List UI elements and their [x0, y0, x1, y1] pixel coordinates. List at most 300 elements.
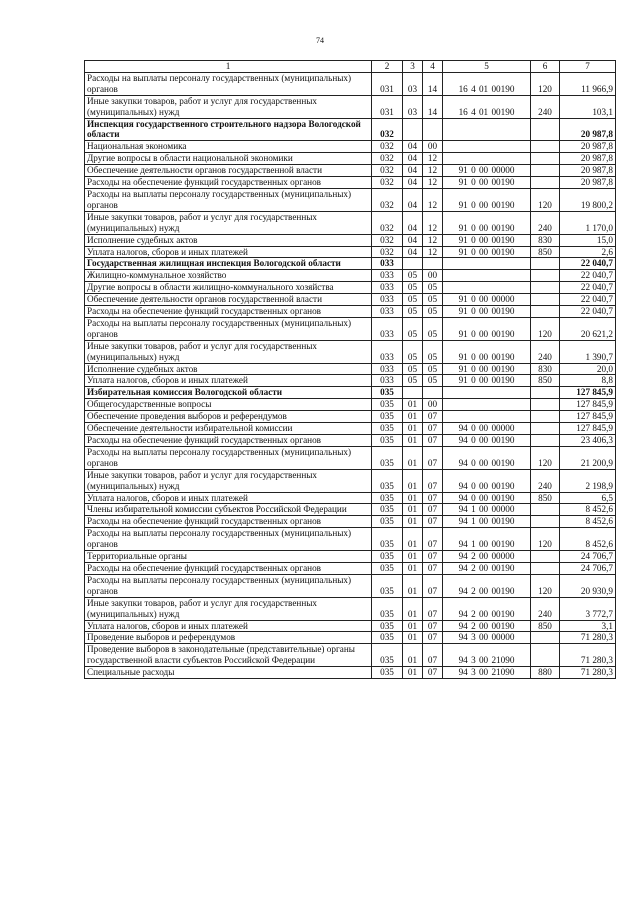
row-amount: 127 845,9: [560, 399, 616, 411]
table-row: [85, 387, 616, 399]
row-amount: 8 452,6: [560, 504, 616, 516]
row-name: Расходы на выплаты персоналу государственных (муниципальных) органов: [85, 188, 372, 211]
row-subsection: 12: [423, 165, 443, 177]
row-expense-type: [531, 435, 560, 447]
row-admin-code: 033: [372, 270, 403, 282]
row-expense-type: [531, 551, 560, 563]
row-admin-code: 032: [372, 211, 403, 234]
row-name: Расходы на обеспечение функций государственных органов: [85, 306, 372, 318]
row-subsection: 05: [423, 363, 443, 375]
row-subsection: 07: [423, 551, 443, 563]
table-row: [85, 620, 616, 632]
row-subsection: 05: [423, 306, 443, 318]
row-name: Расходы на обеспечение функций государственных органов: [85, 562, 372, 574]
table-row: [85, 165, 616, 177]
row-amount: 127 845,9: [560, 387, 616, 399]
row-expense-type: [531, 516, 560, 528]
row-amount: 22 040,7: [560, 282, 616, 294]
row-admin-code: 035: [372, 562, 403, 574]
row-name: Расходы на обеспечение функций государственных органов: [85, 435, 372, 447]
row-target-article: 94 0 00 00190: [443, 469, 531, 492]
row-amount: 3,1: [560, 620, 616, 632]
table-row: [85, 234, 616, 246]
row-admin-code: 035: [372, 551, 403, 563]
row-subsection: 07: [423, 620, 443, 632]
row-subsection: [423, 258, 443, 270]
row-subsection: 07: [423, 597, 443, 620]
table-row: [85, 141, 616, 153]
row-name: Обеспечение деятельности органов государственной власти: [85, 294, 372, 306]
row-admin-code: 035: [372, 446, 403, 469]
row-target-article: 91 0 00 00190: [443, 234, 531, 246]
row-admin-code: 035: [372, 574, 403, 597]
row-subsection: 07: [423, 423, 443, 435]
row-admin-code: 035: [372, 435, 403, 447]
row-section: 04: [403, 246, 423, 258]
table-row: [85, 363, 616, 375]
row-expense-type: [531, 165, 560, 177]
row-expense-type: [531, 118, 560, 141]
table-row: [85, 667, 616, 679]
row-section: 03: [403, 72, 423, 95]
row-section: [403, 118, 423, 141]
header-col-7: 7: [560, 61, 616, 73]
row-admin-code: 032: [372, 188, 403, 211]
row-admin-code: 033: [372, 363, 403, 375]
row-name: Иные закупки товаров, работ и услуг для государственных (муниципальных) нужд: [85, 340, 372, 363]
row-name: Иные закупки товаров, работ и услуг для государственных (муниципальных) нужд: [85, 211, 372, 234]
row-target-article: [443, 387, 531, 399]
row-amount: 19 800,2: [560, 188, 616, 211]
row-admin-code: 035: [372, 411, 403, 423]
row-amount: 22 040,7: [560, 306, 616, 318]
row-section: 01: [403, 562, 423, 574]
row-target-article: [443, 153, 531, 165]
row-amount: 20,0: [560, 363, 616, 375]
table-row: [85, 317, 616, 340]
row-target-article: [443, 399, 531, 411]
row-target-article: [443, 270, 531, 282]
table-row: [85, 597, 616, 620]
row-amount: 20 930,9: [560, 574, 616, 597]
row-target-article: [443, 411, 531, 423]
row-subsection: 00: [423, 270, 443, 282]
row-target-article: [443, 258, 531, 270]
row-expense-type: [531, 562, 560, 574]
row-subsection: [423, 387, 443, 399]
row-section: 01: [403, 516, 423, 528]
row-name: Расходы на обеспечение функций государственных органов: [85, 516, 372, 528]
row-name: Расходы на выплаты персоналу государственных (муниципальных) органов: [85, 528, 372, 551]
row-admin-code: 032: [372, 177, 403, 189]
row-expense-type: [531, 504, 560, 516]
row-admin-code: 033: [372, 317, 403, 340]
row-subsection: 07: [423, 562, 443, 574]
row-section: 01: [403, 492, 423, 504]
row-name: Уплата налогов, сборов и иных платежей: [85, 246, 372, 258]
row-target-article: 94 2 00 00190: [443, 574, 531, 597]
table-row: [85, 574, 616, 597]
header-col-3: 3: [403, 61, 423, 73]
row-amount: 6,5: [560, 492, 616, 504]
table-row: [85, 446, 616, 469]
row-expense-type: [531, 644, 560, 667]
row-target-article: 91 0 00 00190: [443, 211, 531, 234]
row-subsection: 14: [423, 95, 443, 118]
row-name: Общегосударственные вопросы: [85, 399, 372, 411]
table-row: [85, 528, 616, 551]
row-amount: 20 987,8: [560, 118, 616, 141]
row-target-article: [443, 118, 531, 141]
row-admin-code: 035: [372, 632, 403, 644]
row-name: Расходы на выплаты персоналу государственных (муниципальных) органов: [85, 446, 372, 469]
table-header-row: [85, 61, 616, 73]
row-admin-code: 035: [372, 469, 403, 492]
row-subsection: 07: [423, 644, 443, 667]
row-target-article: 94 2 00 00000: [443, 551, 531, 563]
table-row: [85, 72, 616, 95]
row-name: Проведение выборов и референдумов: [85, 632, 372, 644]
row-section: [403, 387, 423, 399]
row-name: Проведение выборов в законодательные (представительные) органы государственной власти субъектов Российской Федерации: [85, 644, 372, 667]
row-name: Иные закупки товаров, работ и услуг для государственных (муниципальных) нужд: [85, 95, 372, 118]
row-name: Расходы на выплаты персоналу государственных (муниципальных) органов: [85, 574, 372, 597]
row-name: Территориальные органы: [85, 551, 372, 563]
row-subsection: 12: [423, 246, 443, 258]
row-name: Национальная экономика: [85, 141, 372, 153]
row-target-article: 91 0 00 00190: [443, 340, 531, 363]
row-section: 04: [403, 165, 423, 177]
row-target-article: 16 4 01 00190: [443, 72, 531, 95]
row-subsection: 12: [423, 211, 443, 234]
row-name: Специальные расходы: [85, 667, 372, 679]
row-section: 01: [403, 597, 423, 620]
row-subsection: 07: [423, 492, 443, 504]
row-section: 04: [403, 188, 423, 211]
table-row: [85, 246, 616, 258]
row-expense-type: 850: [531, 492, 560, 504]
row-name: Уплата налогов, сборов и иных платежей: [85, 375, 372, 387]
row-subsection: 07: [423, 411, 443, 423]
row-section: 01: [403, 528, 423, 551]
row-expense-type: 240: [531, 340, 560, 363]
row-target-article: 94 3 00 00000: [443, 632, 531, 644]
row-target-article: 94 1 00 00000: [443, 504, 531, 516]
row-expense-type: 120: [531, 317, 560, 340]
row-amount: 11 966,9: [560, 72, 616, 95]
row-amount: 1 170,0: [560, 211, 616, 234]
row-target-article: 91 0 00 00000: [443, 294, 531, 306]
row-amount: 20 621,2: [560, 317, 616, 340]
row-name: Государственная жилищная инспекция Вологодской области: [85, 258, 372, 270]
row-name: Исполнение судебных актов: [85, 363, 372, 375]
row-admin-code: 032: [372, 234, 403, 246]
row-name: Члены избирательной комиссии субъектов Российской Федерации: [85, 504, 372, 516]
budget-table: [84, 60, 616, 679]
row-target-article: 94 2 00 00190: [443, 597, 531, 620]
row-section: 01: [403, 551, 423, 563]
row-admin-code: 031: [372, 72, 403, 95]
row-section: 05: [403, 340, 423, 363]
row-target-article: 91 0 00 00190: [443, 363, 531, 375]
row-section: 01: [403, 644, 423, 667]
row-target-article: [443, 282, 531, 294]
row-admin-code: 033: [372, 294, 403, 306]
row-admin-code: 035: [372, 387, 403, 399]
table-row: [85, 504, 616, 516]
table-row: [85, 188, 616, 211]
table-row: [85, 492, 616, 504]
row-amount: 15,0: [560, 234, 616, 246]
row-subsection: 07: [423, 504, 443, 516]
row-name: Уплата налогов, сборов и иных платежей: [85, 620, 372, 632]
row-amount: 8 452,6: [560, 528, 616, 551]
table-row: [85, 469, 616, 492]
row-expense-type: 850: [531, 620, 560, 632]
row-target-article: 94 3 00 21090: [443, 667, 531, 679]
row-amount: 20 987,8: [560, 165, 616, 177]
row-subsection: 07: [423, 435, 443, 447]
row-amount: 20 987,8: [560, 177, 616, 189]
row-expense-type: [531, 306, 560, 318]
budget-table-body: [85, 61, 616, 679]
table-row: [85, 516, 616, 528]
row-amount: 20 987,8: [560, 141, 616, 153]
row-amount: 22 040,7: [560, 294, 616, 306]
row-expense-type: [531, 153, 560, 165]
row-name: Исполнение судебных актов: [85, 234, 372, 246]
table-row: [85, 411, 616, 423]
row-name: Расходы на выплаты персоналу государственных (муниципальных) органов: [85, 317, 372, 340]
row-amount: 103,1: [560, 95, 616, 118]
row-name: Расходы на выплаты персоналу государственных (муниципальных) органов: [85, 72, 372, 95]
table-row: [85, 177, 616, 189]
row-amount: 2 198,9: [560, 469, 616, 492]
row-expense-type: 120: [531, 188, 560, 211]
row-amount: 23 406,3: [560, 435, 616, 447]
row-expense-type: [531, 141, 560, 153]
row-amount: 24 706,7: [560, 562, 616, 574]
row-subsection: [423, 118, 443, 141]
row-amount: 20 987,8: [560, 153, 616, 165]
row-expense-type: 240: [531, 469, 560, 492]
row-expense-type: [531, 282, 560, 294]
row-admin-code: 032: [372, 246, 403, 258]
row-expense-type: [531, 423, 560, 435]
row-section: 04: [403, 153, 423, 165]
row-expense-type: [531, 399, 560, 411]
row-admin-code: 032: [372, 141, 403, 153]
row-subsection: 00: [423, 399, 443, 411]
row-subsection: 12: [423, 153, 443, 165]
row-subsection: 05: [423, 375, 443, 387]
row-subsection: 12: [423, 177, 443, 189]
row-admin-code: 035: [372, 492, 403, 504]
row-subsection: 12: [423, 188, 443, 211]
row-admin-code: 035: [372, 667, 403, 679]
table-row: [85, 632, 616, 644]
row-subsection: 07: [423, 446, 443, 469]
table-row: [85, 644, 616, 667]
row-target-article: 16 4 01 00190: [443, 95, 531, 118]
row-name: Уплата налогов, сборов и иных платежей: [85, 492, 372, 504]
row-expense-type: [531, 632, 560, 644]
table-row: [85, 153, 616, 165]
row-target-article: 94 0 00 00190: [443, 492, 531, 504]
row-amount: 127 845,9: [560, 411, 616, 423]
table-row: [85, 562, 616, 574]
row-target-article: [443, 141, 531, 153]
row-expense-type: [531, 294, 560, 306]
row-admin-code: 035: [372, 644, 403, 667]
table-row: [85, 551, 616, 563]
table-row: [85, 375, 616, 387]
row-subsection: 07: [423, 632, 443, 644]
header-col-1: 1: [85, 61, 372, 73]
row-expense-type: 120: [531, 528, 560, 551]
row-section: 01: [403, 620, 423, 632]
table-row: [85, 282, 616, 294]
table-row: [85, 423, 616, 435]
row-amount: 3 772,7: [560, 597, 616, 620]
row-expense-type: [531, 177, 560, 189]
header-col-5: 5: [443, 61, 531, 73]
row-section: 01: [403, 399, 423, 411]
row-target-article: 94 1 00 00190: [443, 528, 531, 551]
row-section: 01: [403, 411, 423, 423]
row-subsection: 07: [423, 516, 443, 528]
table-row: [85, 95, 616, 118]
header-col-2: 2: [372, 61, 403, 73]
row-target-article: 91 0 00 00000: [443, 165, 531, 177]
row-target-article: 91 0 00 00190: [443, 188, 531, 211]
table-row: [85, 270, 616, 282]
row-section: 01: [403, 504, 423, 516]
row-name: Избирательная комиссия Вологодской области: [85, 387, 372, 399]
row-admin-code: 035: [372, 597, 403, 620]
row-admin-code: 033: [372, 258, 403, 270]
row-amount: 1 390,7: [560, 340, 616, 363]
row-admin-code: 035: [372, 504, 403, 516]
row-expense-type: 240: [531, 597, 560, 620]
row-expense-type: 850: [531, 375, 560, 387]
row-name: Жилищно-коммунальное хозяйство: [85, 270, 372, 282]
row-name: Инспекция государственного строительного надзора Вологодской области: [85, 118, 372, 141]
row-expense-type: 880: [531, 667, 560, 679]
row-target-article: 94 0 00 00190: [443, 446, 531, 469]
table-row: [85, 258, 616, 270]
row-admin-code: 032: [372, 165, 403, 177]
row-name: Обеспечение деятельности избирательной комиссии: [85, 423, 372, 435]
row-target-article: 94 2 00 00190: [443, 562, 531, 574]
row-name: Обеспечение проведения выборов и референдумов: [85, 411, 372, 423]
page-number: 74: [316, 36, 324, 45]
row-section: 05: [403, 375, 423, 387]
row-target-article: 91 0 00 00190: [443, 177, 531, 189]
row-target-article: 94 3 00 21090: [443, 644, 531, 667]
row-name: Иные закупки товаров, работ и услуг для государственных (муниципальных) нужд: [85, 597, 372, 620]
row-target-article: 94 0 00 00190: [443, 435, 531, 447]
row-admin-code: 035: [372, 528, 403, 551]
row-expense-type: [531, 411, 560, 423]
row-section: 05: [403, 270, 423, 282]
row-section: 05: [403, 282, 423, 294]
row-expense-type: 830: [531, 234, 560, 246]
table-row: [85, 211, 616, 234]
table-row: [85, 435, 616, 447]
row-amount: 71 280,3: [560, 632, 616, 644]
row-name: Расходы на обеспечение функций государственных органов: [85, 177, 372, 189]
row-section: 05: [403, 363, 423, 375]
row-admin-code: 035: [372, 423, 403, 435]
row-target-article: 94 0 00 00000: [443, 423, 531, 435]
row-section: 05: [403, 317, 423, 340]
row-admin-code: 033: [372, 282, 403, 294]
table-row: [85, 306, 616, 318]
row-amount: 22 040,7: [560, 270, 616, 282]
row-admin-code: 035: [372, 620, 403, 632]
row-expense-type: 850: [531, 246, 560, 258]
row-target-article: 91 0 00 00190: [443, 375, 531, 387]
row-admin-code: 035: [372, 399, 403, 411]
row-admin-code: 032: [372, 118, 403, 141]
row-subsection: 05: [423, 317, 443, 340]
row-name: Другие вопросы в области жилищно-коммунального хозяйства: [85, 282, 372, 294]
row-expense-type: 120: [531, 446, 560, 469]
row-amount: 21 200,9: [560, 446, 616, 469]
row-admin-code: 031: [372, 95, 403, 118]
row-subsection: 07: [423, 574, 443, 597]
row-section: 04: [403, 141, 423, 153]
row-section: 04: [403, 177, 423, 189]
row-section: 01: [403, 667, 423, 679]
row-amount: 127 845,9: [560, 423, 616, 435]
row-target-article: 91 0 00 00190: [443, 306, 531, 318]
table-row: [85, 294, 616, 306]
row-admin-code: 035: [372, 516, 403, 528]
row-subsection: 14: [423, 72, 443, 95]
row-section: 01: [403, 469, 423, 492]
row-section: 05: [403, 294, 423, 306]
row-subsection: 00: [423, 141, 443, 153]
row-amount: 71 280,3: [560, 644, 616, 667]
row-section: 04: [403, 234, 423, 246]
row-expense-type: [531, 387, 560, 399]
row-subsection: 12: [423, 234, 443, 246]
row-subsection: 07: [423, 667, 443, 679]
row-target-article: 94 1 00 00190: [443, 516, 531, 528]
row-amount: 71 280,3: [560, 667, 616, 679]
row-name: Иные закупки товаров, работ и услуг для государственных (муниципальных) нужд: [85, 469, 372, 492]
row-amount: 8 452,6: [560, 516, 616, 528]
row-section: 01: [403, 435, 423, 447]
row-admin-code: 033: [372, 375, 403, 387]
row-amount: 2,6: [560, 246, 616, 258]
row-admin-code: 033: [372, 340, 403, 363]
row-name: Обеспечение деятельности органов государственной власти: [85, 165, 372, 177]
row-target-article: 91 0 00 00190: [443, 246, 531, 258]
row-section: 04: [403, 211, 423, 234]
row-target-article: 91 0 00 00190: [443, 317, 531, 340]
row-amount: 8,8: [560, 375, 616, 387]
table-row: [85, 340, 616, 363]
row-section: [403, 258, 423, 270]
row-expense-type: 830: [531, 363, 560, 375]
row-expense-type: 240: [531, 95, 560, 118]
table-row: [85, 399, 616, 411]
row-expense-type: 240: [531, 211, 560, 234]
row-expense-type: [531, 258, 560, 270]
